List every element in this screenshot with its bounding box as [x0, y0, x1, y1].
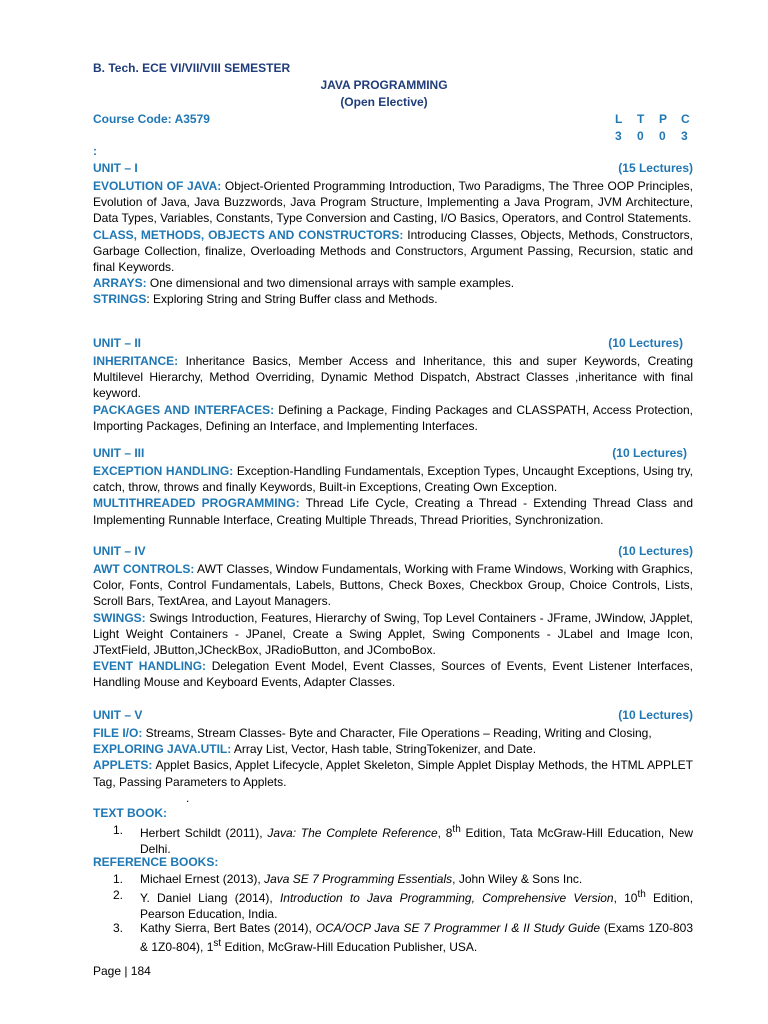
topic-text: Streams, Stream Classes- Byte and Character, File Operations – Reading, Writing and Closing, — [142, 726, 652, 740]
ltpc-label: P — [659, 112, 668, 126]
unit-title: UNIT – IV — [93, 544, 146, 558]
unit-5-header — [93, 708, 693, 725]
topic-text: : Exploring String and String Buffer class and Methods. — [146, 292, 438, 307]
page-footer: Page | 184 — [93, 964, 151, 978]
unit-4-content — [93, 561, 693, 691]
item-number: 2. — [113, 888, 124, 902]
unit-title: UNIT – I — [93, 161, 138, 175]
program-heading: B. Tech. ECE VI/VII/VIII SEMESTER — [93, 61, 291, 75]
topic-text: Delegation Event Model, Event Classes, Sources of Events, Event Listener Interfaces, Handling Mouse and Keyboard Events, Adapter Classes. — [93, 659, 694, 690]
item-sup: th — [637, 889, 646, 900]
topic-text: Thread Life Cycle, Creating a Thread - Extending Thread Class and Implementing Runnable Interface, Creating Multiple Threads, Thread Priorities, Synchronization. — [93, 496, 694, 527]
unit-lectures: (15 Lectures) — [618, 161, 693, 175]
topic-text: One dimensional and two dimensional arrays with sample examples. — [146, 276, 515, 291]
item-number: 1. — [113, 823, 124, 837]
unit-lectures: (10 Lectures) — [612, 446, 687, 460]
item-author: Michael Ernest (2013), — [140, 872, 265, 886]
topic-text: AWT Classes, Window Fundamentals, Working with Frame Windows, Working with Graphics, Color, Fonts, Control Fundamentals, Labels, Buttons, Check Boxes, Checkbox Group, Choice Controls, Lists, Scroll Bars, TextArea, and Layout Managers. — [93, 562, 693, 609]
reference-book-item — [113, 920, 693, 955]
ltpc-value: 3 — [615, 129, 622, 143]
unit-4-header — [93, 544, 693, 561]
unit-2-header — [93, 336, 683, 353]
topic-head: INHERITANCE: — [93, 354, 179, 368]
topic-head: PACKAGES AND INTERFACES: — [93, 402, 275, 417]
item-sup: st — [213, 938, 222, 950]
unit-title: UNIT – III — [93, 446, 145, 460]
topic-text: Defining a Package, Finding Packages and CLASSPATH, Access Protection, Importing Packages, Defining an Interface, and Implementing Interfaces. — [93, 402, 694, 433]
unit-title: UNIT – II — [93, 336, 142, 350]
item-title: Java SE 7 Programming Essentials — [264, 872, 453, 886]
topic-head: MULTITHREADED PROGRAMMING: — [93, 496, 300, 511]
unit-title: UNIT – V — [93, 708, 143, 722]
item-author: Kathy Sierra, Bert Bates (2014), — [140, 921, 316, 935]
ltpc-value: 3 — [681, 129, 688, 143]
ltpc-label: L — [615, 112, 623, 126]
topic-head: SWINGS: — [93, 610, 146, 625]
item-author: Y. Daniel Liang (2014), — [140, 891, 280, 905]
topic-head: EVENT HANDLING: — [93, 659, 207, 674]
unit-1-header — [93, 161, 693, 178]
topic-text: Introducing Classes, Objects, Methods, Constructors, Garbage Collection, finalize, Overloading Methods and Constructors, Argument Passing, Recursion, static and final Keywords. — [93, 227, 693, 275]
unit-5-content — [93, 725, 693, 790]
topic-head: EVOLUTION OF JAVA: — [93, 179, 222, 193]
unit-lectures: (10 Lectures) — [608, 336, 683, 350]
topic-text: Inheritance Basics, Member Access and Inheritance, this and super Keywords, Creating Multilevel Hierarchy, Method Overriding, Dynamic Method Dispatch, Abstract Classes ,inheritance with final keyword. — [93, 354, 693, 401]
item-title: Java: The Complete Reference — [267, 826, 438, 840]
reference-books-heading: REFERENCE BOOKS: — [93, 855, 219, 869]
ltpc-label: C — [681, 112, 690, 126]
topic-head: STRINGS — [93, 292, 147, 307]
text-book-heading: TEXT BOOK: — [93, 806, 167, 820]
item-detail: , John Wiley & Sons Inc. — [452, 872, 583, 886]
ltpc-labels — [615, 112, 703, 126]
ltpc-label: T — [637, 112, 645, 126]
topic-head: AWT CONTROLS: — [93, 562, 195, 576]
item-publisher: Edition, Pearson Education, India. — [140, 891, 694, 922]
item-title: OCA/OCP Java SE 7 Programmer I & II Study Guide — [315, 921, 601, 935]
unit-1-content — [93, 178, 693, 308]
unit-3-header — [93, 446, 687, 463]
item-detail: , 10 — [613, 891, 638, 905]
ltpc-values — [615, 129, 703, 143]
unit-lectures: (10 Lectures) — [618, 708, 693, 722]
topic-text: Applet Basics, Applet Lifecycle, Applet Skeleton, Simple Applet Display Methods, the HTML APPLET Tag, Passing Parameters to Applets. — [93, 758, 693, 789]
stray-dot: . — [186, 791, 190, 805]
topic-head: EXPLORING JAVA.UTIL: — [93, 742, 232, 757]
topic-head: FILE I/O: — [93, 726, 143, 740]
ltpc-value: 0 — [659, 129, 666, 143]
item-title: Introduction to Java Programming, Comprehensive Version — [279, 891, 614, 905]
item-author: Herbert Schildt (2011), — [140, 826, 268, 840]
unit-2-content — [93, 353, 693, 434]
course-title: JAVA PROGRAMMING — [320, 78, 448, 92]
item-detail: (Exams 1Z0-803 & 1Z0-804), 1 — [140, 921, 693, 955]
topic-head: EXCEPTION HANDLING: — [93, 464, 234, 478]
reference-book-item — [113, 887, 693, 922]
course-code: Course Code: A3579 — [93, 112, 210, 126]
item-number: 3. — [113, 921, 124, 935]
topic-text: Exception-Handling Fundamentals, Exception Types, Uncaught Exceptions, Using try, catch, throw, throws and finally Keywords, Built-in Exceptions, Creating Own Exception. — [93, 464, 693, 495]
ltpc-value: 0 — [637, 129, 644, 143]
topic-head: APPLETS: — [93, 758, 153, 773]
unit-3-content — [93, 463, 693, 528]
topic-text: Swings Introduction, Features, Hierarchy of Swing, Top Level Containers - JFrame, JWindow, JApplet, Light Weight Containers - JPanel, Create a Swing Applet, Swing Components - JLabel and Image Icon, JTextField, JButton,JCheckBox, JRadioButton, and JComboBox. — [93, 610, 693, 658]
topic-text: Object-Oriented Programming Introduction, Two Paradigms, The Three OOP Principles, Evolution of Java, Java Buzzwords, Java Program Structure, Implementing a Java Program, JVM Architecture, Data Types, Variables, Constants, Type Conversion and Casting, I/O Basics, Operators, and Control Statements. — [93, 179, 693, 226]
item-number: 1. — [113, 872, 124, 886]
unit-lectures: (10 Lectures) — [618, 544, 693, 558]
colon-mark: : — [93, 144, 97, 158]
text-book-item — [113, 822, 693, 857]
item-sup: th — [452, 824, 461, 835]
item-publisher: Edition, Tata McGraw-Hill Education, New Delhi. — [140, 826, 693, 857]
course-subtitle: (Open Elective) — [340, 95, 428, 109]
item-detail: , 8 — [437, 826, 453, 840]
topic-text: Array List, Vector, Hash table, StringTokenizer, and Date. — [231, 742, 537, 757]
topic-head: CLASS, METHODS, OBJECTS AND CONSTRUCTORS: — [93, 227, 404, 242]
reference-book-item — [113, 871, 693, 887]
item-publisher: Edition, McGraw-Hill Education Publisher, USA. — [221, 940, 478, 955]
topic-head: ARRAYS: — [93, 276, 147, 291]
